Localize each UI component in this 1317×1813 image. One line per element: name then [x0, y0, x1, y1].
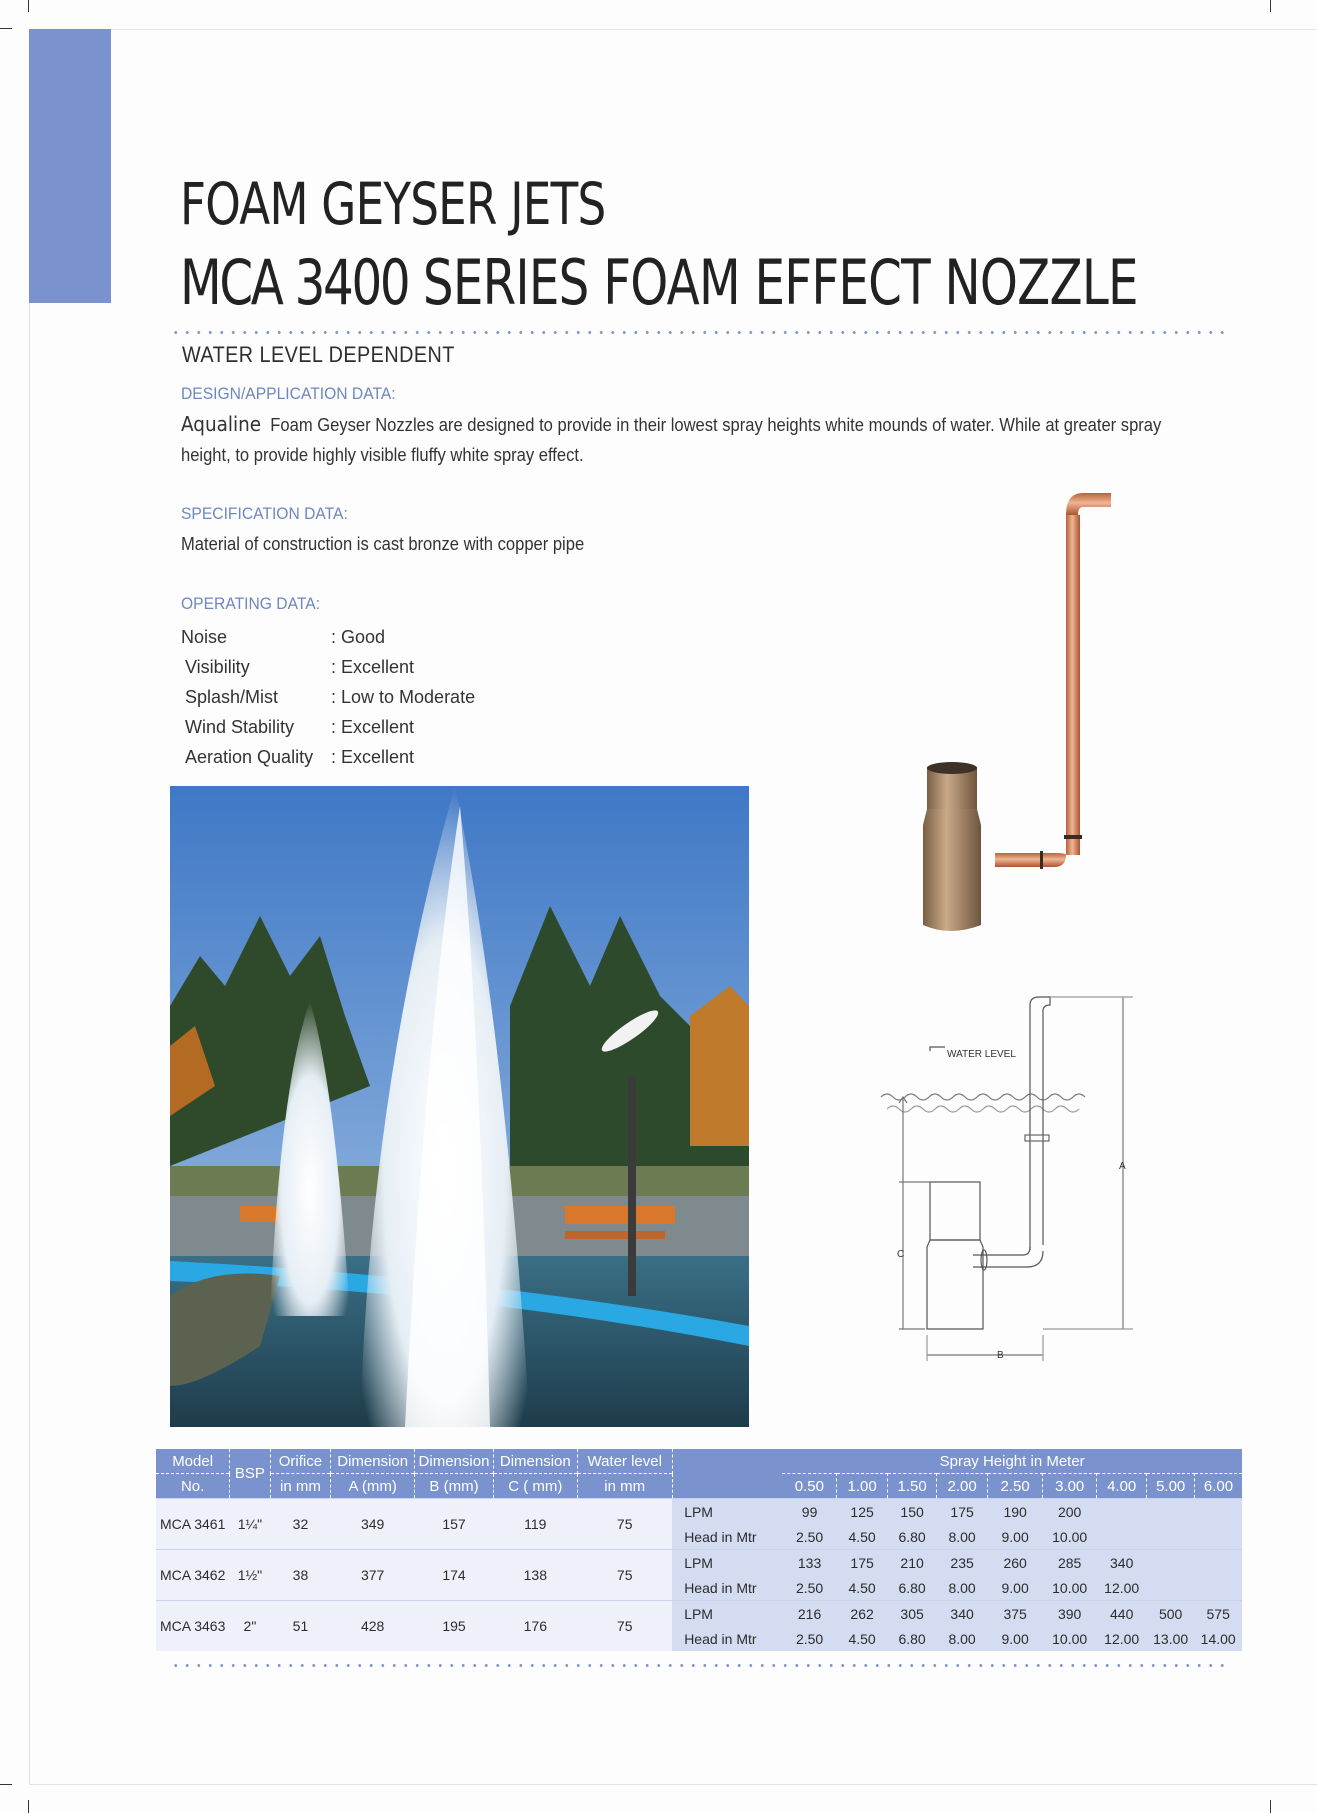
operating-row — [181, 622, 475, 652]
operating-list — [181, 622, 475, 772]
dim-b-cell: 174 — [415, 1550, 494, 1601]
model-cell: MCA 3462 — [156, 1550, 230, 1601]
head-value: 10.00 — [1043, 1575, 1097, 1601]
page-subtitle-heading — [180, 246, 1138, 319]
lpm-value: 200 — [1043, 1499, 1097, 1525]
operating-label: Visibility — [185, 657, 250, 677]
header-height: 3.00 — [1043, 1474, 1097, 1499]
head-value — [1194, 1524, 1242, 1550]
head-value: 8.00 — [937, 1524, 988, 1550]
lpm-value — [1096, 1499, 1147, 1525]
lpm-label: LPM — [672, 1601, 782, 1627]
head-value: 8.00 — [937, 1626, 988, 1651]
specification-text: Material of construction is cast bronze with copper pipe — [181, 534, 585, 554]
header-dim-a-2: A (mm) — [331, 1474, 415, 1499]
head-value: 10.00 — [1043, 1626, 1097, 1651]
specification-heading: SPECIFICATION DATA: — [181, 504, 348, 523]
orifice-cell: 32 — [270, 1499, 331, 1550]
table-row — [156, 1499, 1242, 1525]
dim-c-cell: 138 — [493, 1550, 577, 1601]
crop-mark — [0, 28, 12, 29]
operating-label: Splash/Mist — [185, 687, 279, 707]
series-name: SERIES FOAM EFFECT NOZZLE — [422, 246, 1138, 319]
head-value: 9.00 — [987, 1575, 1043, 1601]
bsp-cell: 1½" — [230, 1550, 270, 1601]
dim-b-cell: 195 — [415, 1601, 494, 1652]
lpm-value: 216 — [782, 1601, 837, 1627]
lpm-value: 500 — [1147, 1601, 1194, 1627]
head-label: Head in Mtr — [672, 1626, 782, 1651]
lpm-value: 175 — [837, 1550, 888, 1576]
operating-row — [181, 652, 475, 682]
head-value: 12.00 — [1096, 1626, 1147, 1651]
header-model-2: No. — [156, 1474, 230, 1499]
head-value: 6.80 — [887, 1626, 937, 1651]
lpm-value: 235 — [937, 1550, 988, 1576]
lpm-value — [1194, 1550, 1242, 1576]
crop-mark — [1270, 1800, 1271, 1813]
spray-data-table — [156, 1449, 1242, 1651]
operating-value: : Excellent — [331, 657, 415, 677]
header-water-level: Water level — [577, 1449, 672, 1474]
lpm-value: 125 — [837, 1499, 888, 1525]
head-value — [1147, 1575, 1194, 1601]
header-height: 0.50 — [782, 1474, 837, 1499]
header-bsp: BSP — [230, 1449, 270, 1499]
section-subtitle: WATER LEVEL DEPENDENT — [182, 342, 455, 367]
header-dim-b: Dimension — [415, 1449, 494, 1474]
orifice-cell: 51 — [270, 1601, 331, 1652]
crop-mark — [0, 1784, 12, 1785]
dimension-b-label: B — [997, 1350, 1004, 1361]
head-value: 4.50 — [837, 1524, 888, 1550]
design-description: Foam Geyser Nozzles are designed to provide in their lowest spray heights white mounds of water. While at greater spray height, to provide highly visible fluffy white spray effect. — [181, 415, 1162, 465]
water-level-cell: 75 — [577, 1499, 672, 1550]
trim-line — [29, 1784, 1317, 1785]
head-label: Head in Mtr — [672, 1575, 782, 1601]
operating-value: : Good — [331, 627, 386, 647]
head-value — [1096, 1524, 1147, 1550]
head-value: 10.00 — [1043, 1524, 1097, 1550]
header-blank — [672, 1449, 782, 1499]
dimension-diagram — [875, 985, 1175, 1370]
operating-heading: OPERATING DATA: — [181, 594, 321, 613]
orifice-cell: 38 — [270, 1550, 331, 1601]
dim-c-cell: 176 — [493, 1601, 577, 1652]
head-value: 12.00 — [1096, 1575, 1147, 1601]
head-value: 2.50 — [782, 1524, 837, 1550]
header-height: 1.00 — [837, 1474, 888, 1499]
lpm-value: 99 — [782, 1499, 837, 1525]
dim-a-cell: 377 — [331, 1550, 415, 1601]
header-dim-a: Dimension — [331, 1449, 415, 1474]
head-value: 9.00 — [987, 1524, 1043, 1550]
lpm-value: 175 — [937, 1499, 988, 1525]
dimension-c-label: C — [897, 1249, 905, 1260]
lpm-label: LPM — [672, 1499, 782, 1525]
dotted-divider-bottom — [170, 1664, 1228, 1667]
design-heading: DESIGN/APPLICATION DATA: — [181, 384, 396, 403]
water-level-label: WATER LEVEL — [947, 1049, 1016, 1060]
head-value: 2.50 — [782, 1575, 837, 1601]
dim-a-cell: 428 — [331, 1601, 415, 1652]
header-orifice-2: in mm — [270, 1474, 331, 1499]
dimension-a-label: A — [1119, 1161, 1126, 1172]
lpm-value: 305 — [887, 1601, 937, 1627]
header-dim-b-2: B (mm) — [415, 1474, 494, 1499]
header-height: 4.00 — [1096, 1474, 1147, 1499]
header-height: 6.00 — [1194, 1474, 1242, 1499]
header-dim-c-2: C ( mm) — [493, 1474, 577, 1499]
dim-b-cell: 157 — [415, 1499, 494, 1550]
head-value: 9.00 — [987, 1626, 1043, 1651]
dim-c-cell: 119 — [493, 1499, 577, 1550]
header-height: 2.50 — [987, 1474, 1043, 1499]
design-text — [181, 409, 1204, 470]
crop-mark — [28, 0, 29, 12]
lpm-value: 262 — [837, 1601, 888, 1627]
crop-mark — [1270, 0, 1271, 12]
operating-value: : Excellent — [331, 747, 415, 767]
head-label: Head in Mtr — [672, 1524, 782, 1550]
head-value: 4.50 — [837, 1575, 888, 1601]
dotted-divider — [170, 331, 1228, 334]
operating-value: : Excellent — [331, 717, 415, 737]
lpm-value: 133 — [782, 1550, 837, 1576]
table-row — [156, 1601, 1242, 1627]
water-level-cell: 75 — [577, 1550, 672, 1601]
header-spray-height: Spray Height in Meter — [782, 1449, 1242, 1474]
model-cell: MCA 3463 — [156, 1601, 230, 1652]
series-model: MCA 3400 — [180, 246, 409, 319]
lpm-value: 440 — [1096, 1601, 1147, 1627]
operating-row — [181, 742, 475, 772]
water-level-cell: 75 — [577, 1601, 672, 1652]
lpm-value: 340 — [937, 1601, 988, 1627]
lpm-value: 210 — [887, 1550, 937, 1576]
header-orifice: Orifice — [270, 1449, 331, 1474]
lpm-value: 150 — [887, 1499, 937, 1525]
header-dim-c: Dimension — [493, 1449, 577, 1474]
fountain-photo — [170, 786, 749, 1427]
operating-value: : Low to Moderate — [331, 687, 476, 707]
fountain-photo-illustration — [170, 786, 749, 1427]
head-value: 13.00 — [1147, 1626, 1194, 1651]
lpm-label: LPM — [672, 1550, 782, 1576]
head-value: 6.80 — [887, 1575, 937, 1601]
page-title: FOAM GEYSER JETS — [180, 170, 606, 238]
header-height: 5.00 — [1147, 1474, 1194, 1499]
bsp-cell: 2" — [230, 1601, 270, 1652]
operating-row — [181, 682, 475, 712]
head-value: 4.50 — [837, 1626, 888, 1651]
trim-line — [29, 29, 1317, 30]
dim-a-cell: 349 — [331, 1499, 415, 1550]
lpm-value — [1147, 1550, 1194, 1576]
head-value: 8.00 — [937, 1575, 988, 1601]
accent-tab — [29, 29, 111, 303]
crop-mark — [28, 1800, 29, 1813]
operating-label: Noise — [181, 627, 228, 647]
lpm-value — [1194, 1499, 1242, 1525]
operating-label: Aeration Quality — [185, 747, 314, 767]
operating-label: Wind Stability — [185, 717, 295, 737]
brand-name: Aqualine — [181, 412, 262, 436]
head-value — [1194, 1575, 1242, 1601]
lpm-value: 340 — [1096, 1550, 1147, 1576]
lpm-value — [1147, 1499, 1194, 1525]
table-row — [156, 1550, 1242, 1576]
head-value — [1147, 1524, 1194, 1550]
header-height: 2.00 — [937, 1474, 988, 1499]
header-water-level-2: in mm — [577, 1474, 672, 1499]
lpm-value: 375 — [987, 1601, 1043, 1627]
nozzle-product-image — [915, 485, 1125, 940]
lpm-value: 285 — [1043, 1550, 1097, 1576]
lpm-value: 575 — [1194, 1601, 1242, 1627]
header-height: 1.50 — [887, 1474, 937, 1499]
header-model: Model — [156, 1449, 230, 1474]
lpm-value: 260 — [987, 1550, 1043, 1576]
lpm-value: 190 — [987, 1499, 1043, 1525]
bsp-cell: 1¼" — [230, 1499, 270, 1550]
head-value: 6.80 — [887, 1524, 937, 1550]
lpm-value: 390 — [1043, 1601, 1097, 1627]
operating-row — [181, 712, 475, 742]
head-value: 14.00 — [1194, 1626, 1242, 1651]
head-value: 2.50 — [782, 1626, 837, 1651]
model-cell: MCA 3461 — [156, 1499, 230, 1550]
